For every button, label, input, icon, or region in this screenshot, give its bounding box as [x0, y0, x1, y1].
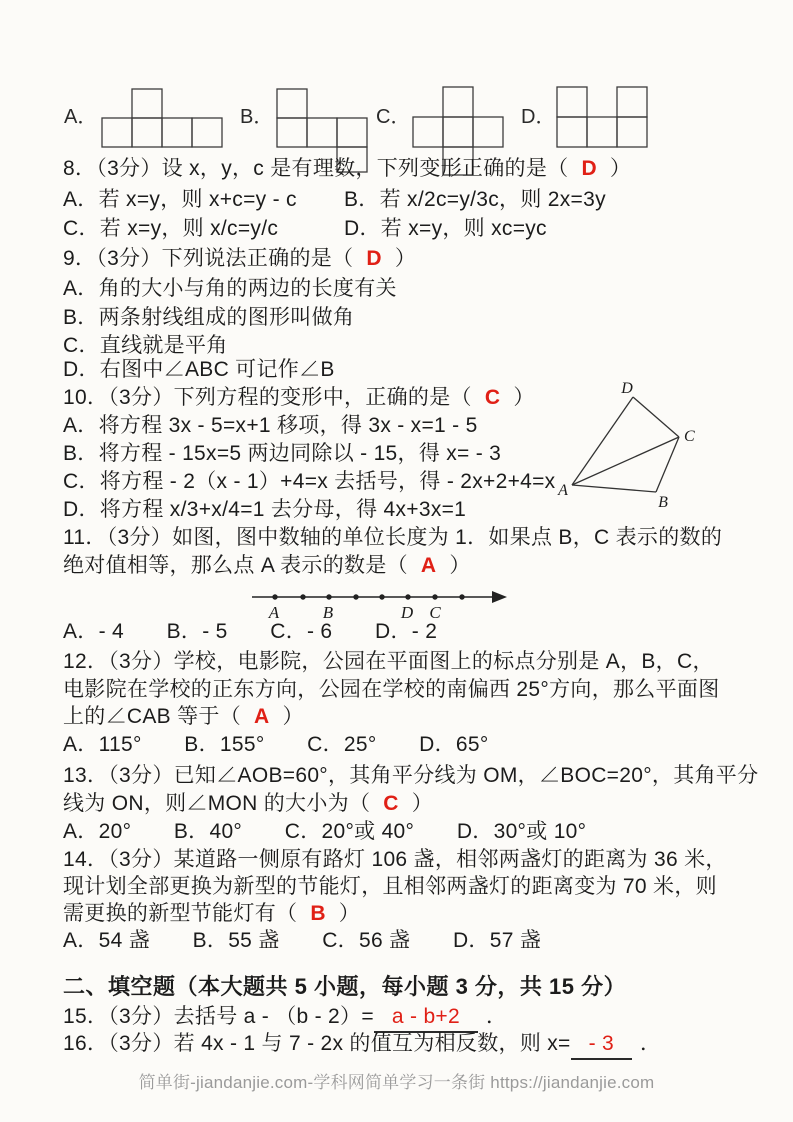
q12-line1: 12．（3分）学校，电影院，公园在平面图上的标点分别是 A，B，C，	[63, 650, 714, 673]
q14-line3: 需更换的新型节能灯有（ B ）	[63, 902, 361, 925]
q12-answer: A	[254, 705, 270, 728]
q9-option-c: C．直线就是平角	[63, 334, 228, 357]
net-label-b: B．	[240, 106, 274, 128]
q12-options: A．115° B．155° C．25° D．65°	[63, 733, 489, 756]
q8-options-ab: A．若 x=y，则 x+c=y - c B．若 x/2c=y/3c，则 2x=3y	[63, 188, 606, 211]
q13-line2: 线为 ON，则∠MON 的大小为（ C ）	[63, 792, 434, 815]
q12-line2: 电影院在学校的正东方向，公园在学校的南偏西 25°方向，那么平面图	[63, 678, 720, 701]
quad-vertex-b-label: B	[658, 494, 668, 511]
q13-options: A．20° B．40° C．20°或 40° D．30°或 10°	[63, 820, 587, 843]
net-label-d: D．	[521, 106, 556, 128]
quadrilateral-figure	[557, 380, 695, 511]
q14-line2: 现计划全部更换为新型的节能灯，且相邻两盏灯的距离变为 70 米，则	[63, 875, 717, 898]
numberline-point-b-label: B	[322, 603, 334, 622]
numberline-arrow	[492, 591, 507, 603]
q10-stem: 10．（3分）下列方程的变形中，正确的是（ C ）	[63, 386, 535, 409]
q16-line: 16．（3分）若 4x - 1 与 7 - 2x 的值互为相反数，则 x= - 3 ．	[63, 1031, 661, 1060]
q15-line: 15．（3分）去括号 a - （b - 2）= a - b+2 ．	[63, 1004, 507, 1033]
q8-options-cd: C．若 x=y，则 x/c=y/c D．若 x=y，则 xc=yc	[63, 217, 547, 240]
q9-stem: 9．（3分）下列说法正确的是（ D ）	[63, 247, 417, 270]
q10-option-c: C．将方程 - 2（x - 1）+4=x 去括号，得 - 2x+2+4=x	[63, 470, 556, 493]
q10-option-d: D．将方程 x/3+x/4=1 去分母，得 4x+3x=1	[63, 498, 467, 521]
q10-answer: C	[484, 386, 501, 409]
q9-option-b: B．两条射线组成的图形叫做角	[63, 306, 355, 329]
section2-heading: 二、填空题（本大题共 5 小题，每小题 3 分，共 15 分）	[63, 974, 627, 999]
numberline-point-c-label: C	[429, 603, 441, 622]
q11-line1: 11．（3分）如图，图中数轴的单位长度为 1．如果点 B，C 表示的数的	[63, 526, 723, 549]
q14-options: A．54 盏 B．55 盏 C．56 盏 D．57 盏	[63, 929, 542, 952]
net-option-d	[557, 87, 647, 147]
numberline-point-d-label: D	[400, 603, 414, 622]
q9-option-d: D．右图中∠ABC 可记作∠B	[63, 358, 335, 381]
q14-line1: 14．（3分）某道路一侧原有路灯 106 盏，相邻两盏灯的距离为 36 米，	[63, 848, 727, 871]
q10-option-a: A．将方程 3x - 5=x+1 移项，得 3x - x=1 - 5	[63, 414, 478, 437]
q13-line1: 13．（3分）已知∠AOB=60°，其角平分线为 OM，∠BOC=20°，其角平分	[63, 764, 759, 787]
numberline-point-a-label: A	[268, 603, 280, 622]
net-label-c: C．	[376, 106, 411, 128]
q9-option-a: A．角的大小与角的两边的长度有关	[63, 277, 397, 300]
q8-stem: 8．（3分）设 x，y，c 是有理数，下列变形正确的是（ D ）	[63, 157, 632, 180]
q16-answer-blank: - 3	[571, 1031, 632, 1060]
quad-vertex-c-label: C	[684, 428, 695, 445]
q11-line2: 绝对值相等，那么点 A 表示的数是（ A ）	[63, 554, 471, 577]
q10-option-b: B．将方程 - 15x=5 两边同除以 - 15，得 x= - 3	[63, 442, 502, 465]
footer-watermark: 简单街-jiandanjie.com-学科网简单学习一条街 https://jiandanjie.com	[138, 1073, 655, 1092]
q13-answer: C	[383, 792, 399, 815]
numberline-figure	[252, 591, 507, 622]
q12-line3: 上的∠CAB 等于（ A ）	[63, 705, 304, 728]
net-label-a: A．	[64, 106, 98, 128]
q9-answer: D	[366, 247, 382, 270]
q15-answer-blank: a - b+2	[374, 1004, 478, 1033]
q11-answer: A	[420, 554, 437, 577]
q11-options: A．- 4 B．- 5 C．- 6 D．- 2	[63, 620, 438, 643]
quad-vertex-a-label: A	[558, 482, 568, 499]
net-option-a	[102, 89, 222, 147]
q8-answer: D	[581, 157, 597, 180]
q14-answer: B	[310, 902, 326, 925]
quad-vertex-d-label: D	[621, 380, 633, 397]
